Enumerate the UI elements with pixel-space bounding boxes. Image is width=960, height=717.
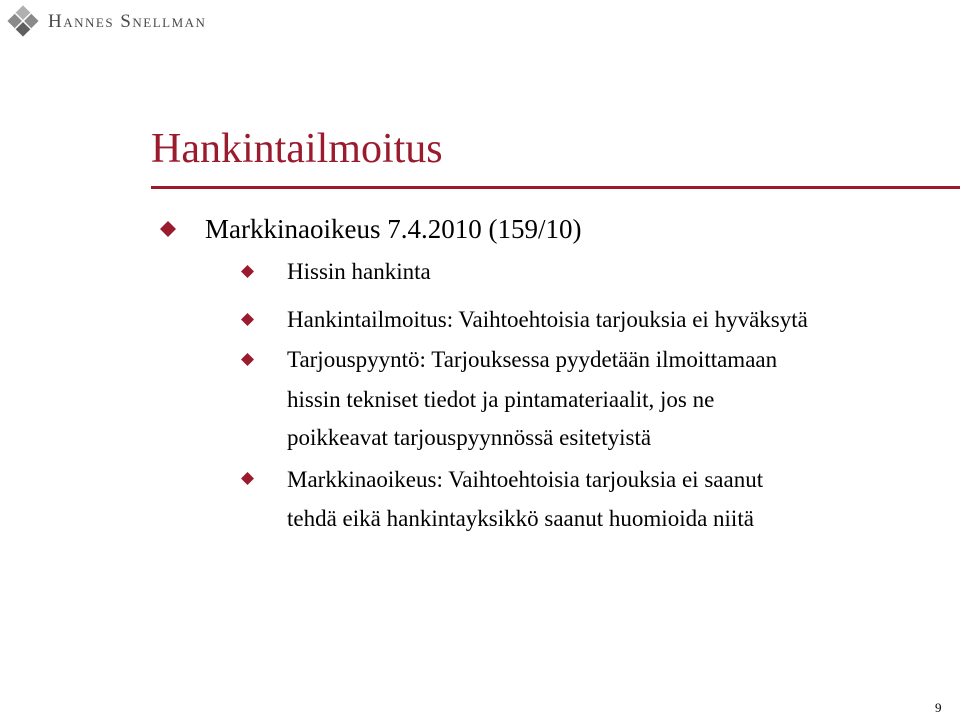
- bullet-level1-text: Markkinaoikeus 7.4.2010 (159/10): [205, 214, 582, 244]
- bullet-level2-text: Hissin hankinta: [287, 259, 431, 284]
- diamond-bullet-icon: [241, 265, 254, 278]
- bullet-level2-text: tehdä eikä hankintayksikkö saanut huomioida niitä: [287, 506, 754, 531]
- slide-title: Hankintailmoitus: [151, 126, 443, 172]
- diamond-bullet-icon: [241, 472, 254, 485]
- hs-logo-icon: [6, 4, 40, 38]
- title-divider: [151, 186, 960, 189]
- bullet-level2-text: Hankintailmoitus: Vaihtoehtoisia tarjouksia ei hyväksytä: [287, 307, 808, 332]
- diamond-bullet-icon: [241, 353, 254, 366]
- diamond-bullet-icon: [160, 221, 176, 237]
- bullet-level2-text: poikkeavat tarjouspyynnössä esitetyistä: [287, 425, 652, 450]
- logo-text: Hannes Snellman: [48, 10, 207, 32]
- bullet-level2-text: hissin tekniset tiedot ja pintamateriaalit, jos ne: [287, 387, 715, 412]
- bullet-level2-text: Tarjouspyyntö: Tarjouksessa pyydetään ilmoittamaan: [287, 347, 778, 372]
- bullet-level2-text: Markkinaoikeus: Vaihtoehtoisia tarjouksia ei saanut: [287, 467, 764, 492]
- company-logo: [6, 4, 206, 38]
- page-number: 9: [935, 700, 942, 715]
- diamond-bullet-icon: [241, 313, 254, 326]
